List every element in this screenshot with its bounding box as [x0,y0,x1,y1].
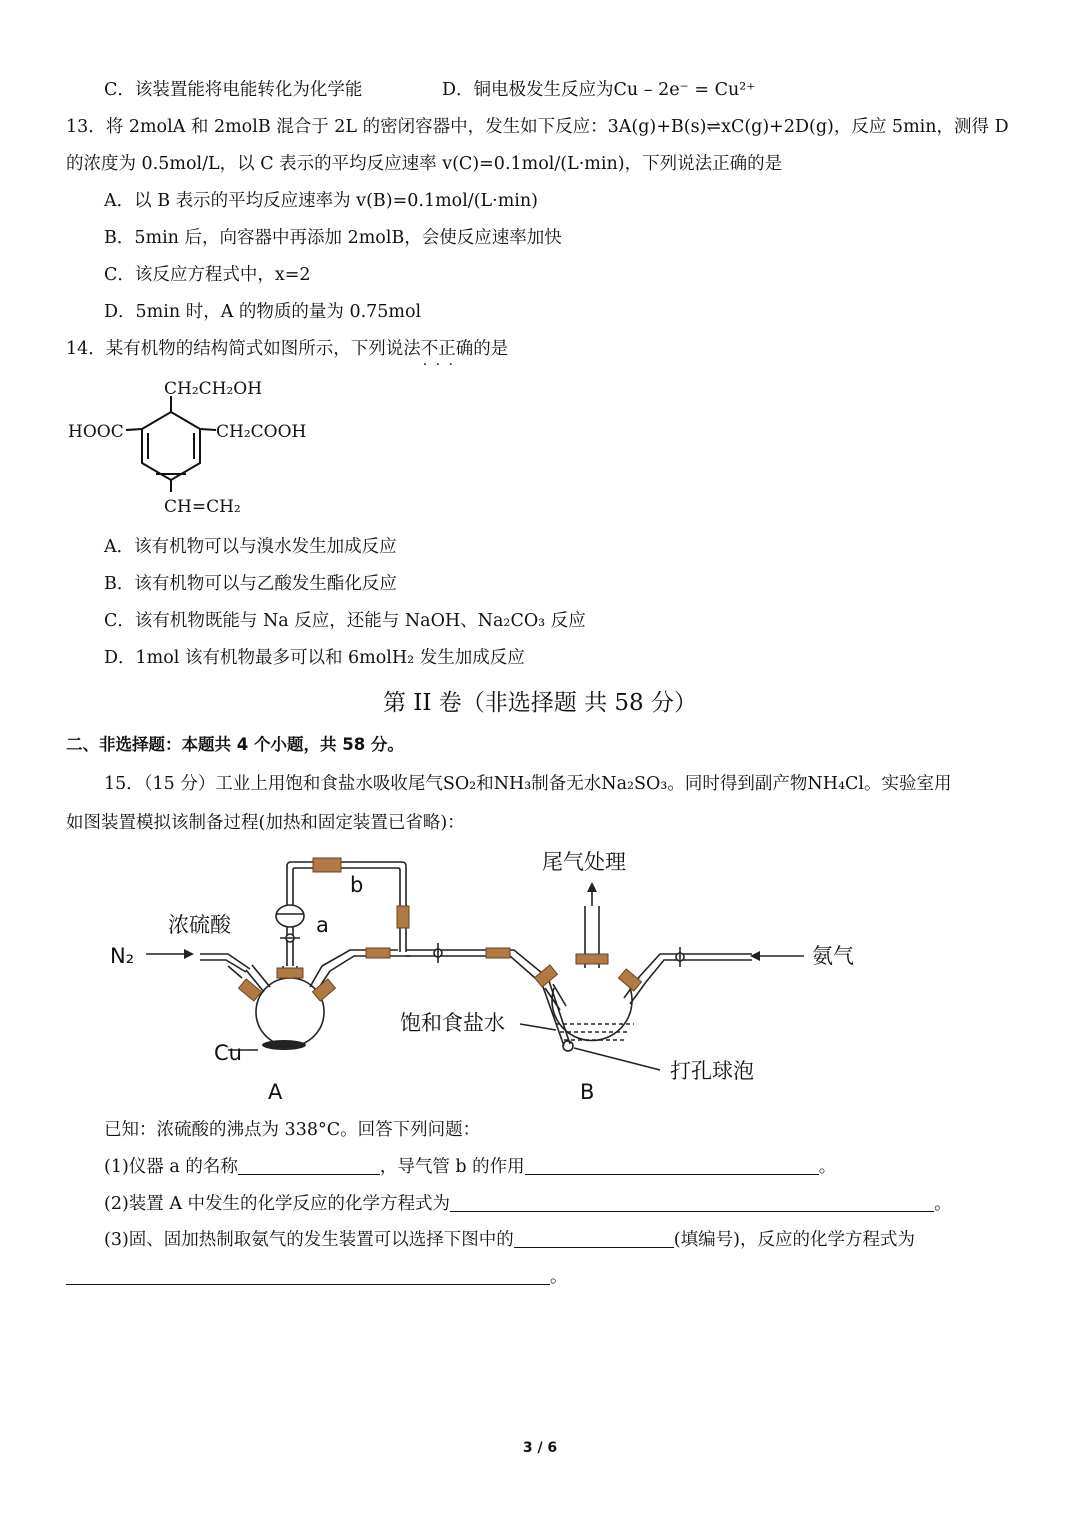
q14-option-d: D．1mol 该有机物最多可以和 6molH₂ 发生加成反应 [104,648,525,668]
q15-part2 [104,1192,952,1216]
answer-blank-3[interactable] [450,1193,934,1212]
answer-blank-1[interactable] [238,1156,380,1175]
part2-heading: 二、非选择题：本题共 4 个小题，共 58 分。 [66,735,404,754]
q14-stem-emphasis: 不正确 · · · [421,339,474,359]
label-apparatus-b: B [580,1080,595,1104]
label-apparatus-a: A [268,1080,283,1104]
q15-part1-end: 。 [818,1157,837,1177]
q12-option-c: C．该装置能将电能转化为化学能 [104,80,363,100]
q14-stem-post: 的是 [473,339,509,359]
q14-option-b: B．该有机物可以与乙酸发生酯化反应 [104,574,397,594]
q14-option-a: A．该有机物可以与溴水发生加成反应 [104,537,397,557]
struct-left-group: HOOC [68,422,124,442]
q15-part3-text-a: (3)固、固加热制取氨气的发生装置可以选择下图中的 [104,1230,514,1250]
q13-option-b: B．5min 后，向容器中再添加 2molB，会使反应速率加快 [104,228,562,248]
q15-stem-line2: 如图装置模拟该制备过程(加热和固定装置已省略)： [66,813,465,833]
q13-option-d: D．5min 时，A 的物质的量为 0.75mol [104,302,422,322]
q15-stem-line1: 15．（15 分）工业上用饱和食盐水吸收尾气SO₂和NH₃制备无水Na₂SO₃。同时得到副产物NH₄Cl。实验室用 [104,774,952,794]
q15-part2-end: 。 [934,1194,952,1214]
q13-stem-line2: 的浓度为 0.5mol/L，以 C 表示的平均反应速率 v(C)=0.1mol/(L·min)，下列说法正确的是 [66,154,783,174]
q15-part3-text-b: (填编号)，反应的化学方程式为 [673,1230,915,1250]
struct-bottom-group: CH=CH₂ [164,497,241,517]
q15-part3-line2 [66,1265,568,1289]
q15-part1 [104,1155,836,1179]
answer-blank-4[interactable] [514,1229,674,1248]
answer-blank-2[interactable] [525,1156,819,1175]
q12-option-d: D．铜电极发生反应为Cu – 2e⁻ = Cu²⁺ [442,80,756,100]
label-conc-sulfuric-acid: 浓硫酸 [168,913,231,937]
label-cu: Cu [214,1041,242,1065]
label-tail-gas: 尾气处理 [542,850,626,874]
label-b: b [350,873,364,897]
q14-option-c: C．该有机物既能与 Na 反应，还能与 NaOH、Na₂CO₃ 反应 [104,611,586,631]
apparatus-diagram [0,838,1080,1108]
label-a: a [316,913,329,937]
page-number: 3 / 6 [522,1440,558,1456]
q14-stem-pre: 14．某有机物的结构简式如图所示，下列说法 [66,339,421,359]
q13-stem-line1: 13．将 2molA 和 2molB 混合于 2L 的密闭容器中，发生如下反应：3A(g)+B(s)⇌xC(g)+2D(g)，反应 5min，测得 D [66,117,1009,137]
q15-part1-text-b: ，导气管 b 的作用 [379,1157,525,1177]
q15-part3-end: 。 [550,1267,568,1287]
q13-option-a: A．以 B 表示的平均反应速率为 v(B)=0.1mol/(L·min) [104,191,539,211]
label-n2: N₂ [110,944,135,968]
label-saturated-brine: 饱和食盐水 [400,1011,505,1035]
q14-stem [66,337,508,361]
q13-option-c: C．该反应方程式中，x=2 [104,265,311,285]
flask-a-body [256,978,324,1046]
struct-top-group: CH₂CH₂OH [164,379,263,399]
label-perforated-bubbler: 打孔球泡 [670,1059,754,1083]
q15-part3 [104,1228,915,1252]
part2-title: 第 II 卷（非选择题 共 58 分） [383,690,697,716]
struct-right-group: CH₂COOH [216,422,307,442]
q15-part1-text-a: (1)仪器 a 的名称 [104,1157,238,1177]
q15-part2-text: (2)装置 A 中发生的化学反应的化学方程式为 [104,1194,451,1214]
answer-blank-5[interactable] [66,1266,550,1285]
q15-known: 已知：浓硫酸的沸点为 338°C。回答下列问题： [104,1120,481,1140]
q14-structure-diagram [60,370,360,520]
label-ammonia: 氨气 [812,944,854,968]
